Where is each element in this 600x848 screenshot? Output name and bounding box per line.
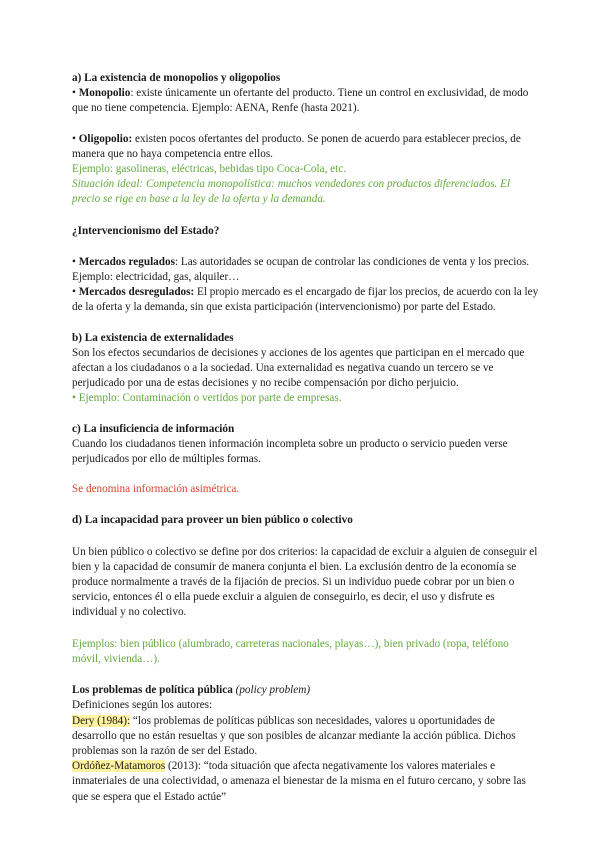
section-heading-bien-publico: d) La incapacidad para proveer un bien público o colectivo [72, 514, 353, 527]
bullet-text: : Las autoridades se ocupan de controlar las condiciones de venta y los precios. Ejemplo: electricidad, gas, alquiler… [72, 255, 530, 284]
author-ordonez-matamoros: Ordóñez-Matamoros [72, 760, 166, 773]
section-heading-intervencionismo: ¿Intervencionismo del Estado? [72, 224, 220, 237]
definitions-intro: Definiciones según los autores: [72, 699, 213, 712]
definition-text: (2013): “toda situación que afecta negativamente los valores materiales e inmateriales de una colectividad, o amenaza el bienestar de la misma en el futuro cercano, y sobre las que se espera que el Estado actúe” [72, 760, 526, 803]
term-oligopolio: Oligopolio: [78, 132, 133, 145]
bullet-text: existen pocos ofertantes del producto. Se ponen de acuerdo para establecer precios, de manera que no haya competencia entre ellos. [72, 132, 521, 160]
definition-dery [72, 714, 540, 760]
heading-text: Los problemas de política pública [72, 684, 233, 697]
bullet-text: El propio mercado es el encargado de fijar los precios, de acuerdo con la ley de la oferta y la demanda, sin que exista participación (intervencionismo) por parte del Estado. [72, 286, 539, 314]
bullet-mercados-desregulados [72, 285, 540, 315]
example-externalidades: • Ejemplo: Contaminación o vertidos por parte de empresas. [72, 392, 342, 405]
bullet-mark: • [72, 286, 79, 299]
paragraph-bien-publico: Un bien público o colectivo se define por dos criterios: la capacidad de excluir a alguien de conseguir el bien y la capacidad de consumir de manera conjunta el bien. La exclusión dentro de la economía se produce normalmente a través de la fijación de precios. Si un individuo puede cobrar por un bien o servicio, entonces él o ella puede excluir a alguien de conseguirlo, es decir, el uso y disfrute es individual y no colectivo. [72, 545, 538, 619]
section-heading-monopolios: a) La existencia de monopolios y oligopolios [72, 72, 281, 84]
section-heading-politica-publica [72, 683, 540, 698]
ideal-situation: Situación ideal: Competencia monopolística: muchos vendedores con productos diferenciados. El precio se rige en base a la ley de la oferta y la demanda. [72, 178, 511, 206]
bullet-mercados-regulados [72, 255, 540, 285]
bullet-text: : existe únicamente un ofertante del producto. Tiene un control en exclusividad, de modo que no tiene competencia. Ejemplo: AENA, Renfe (hasta 2021). [72, 87, 529, 115]
bullet-mark: • [72, 255, 79, 268]
author-dery: Dery (1984): [72, 714, 131, 727]
section-heading-informacion: c) La insuficiencia de información [72, 422, 235, 435]
bullet-oligopolio [72, 132, 540, 162]
section-heading-externalidades: b) La existencia de externalidades [72, 331, 234, 344]
term-mercados-desregulados: Mercados desregulados: [78, 286, 195, 299]
term-monopolio: Monopolio [78, 87, 131, 100]
paragraph-informacion: Cuando los ciudadanos tienen información incompleta sobre un producto o servicio pueden verse perjudicados por ello de múltiples formas. [72, 437, 508, 466]
examples-bien-publico: Ejemplos: bien público (alumbrado, carreteras nacionales, playas…), bien privado (ropa, teléfono móvil, vivienda…). [72, 637, 509, 665]
bullet-mark: • [72, 132, 79, 145]
paragraph-externalidades: Son los efectos secundarios de decisiones y acciones de los agentes que participan en el mercado que afectan a los ciudadanos o a la sociedad. Una externalidad es negativa cuando un tercero se ve perjudicado por una de estas decisiones y no recibe compensación por dicho perjuicio. [72, 346, 525, 390]
term-mercados-regulados: Mercados regulados [78, 255, 175, 268]
definition-ordonez [72, 759, 540, 805]
example-oligopolio: Ejemplo: gasolineras, eléctricas, bebidas tipo Coca-Cola, etc. [72, 163, 347, 176]
bullet-monopolio [72, 86, 540, 116]
bullet-mark: • [72, 87, 79, 100]
definition-text: “los problemas de políticas públicas son necesidades, valores u oportunidades de desarrollo que no están resueltas y que son posibles de alcanzar mediante la acción pública. Dichos problemas son la razón de ser del Estado. [72, 714, 516, 757]
heading-italic: (policy problem) [232, 684, 311, 697]
note-informacion-asimetrica: Se denomina información asimétrica. [72, 483, 240, 496]
